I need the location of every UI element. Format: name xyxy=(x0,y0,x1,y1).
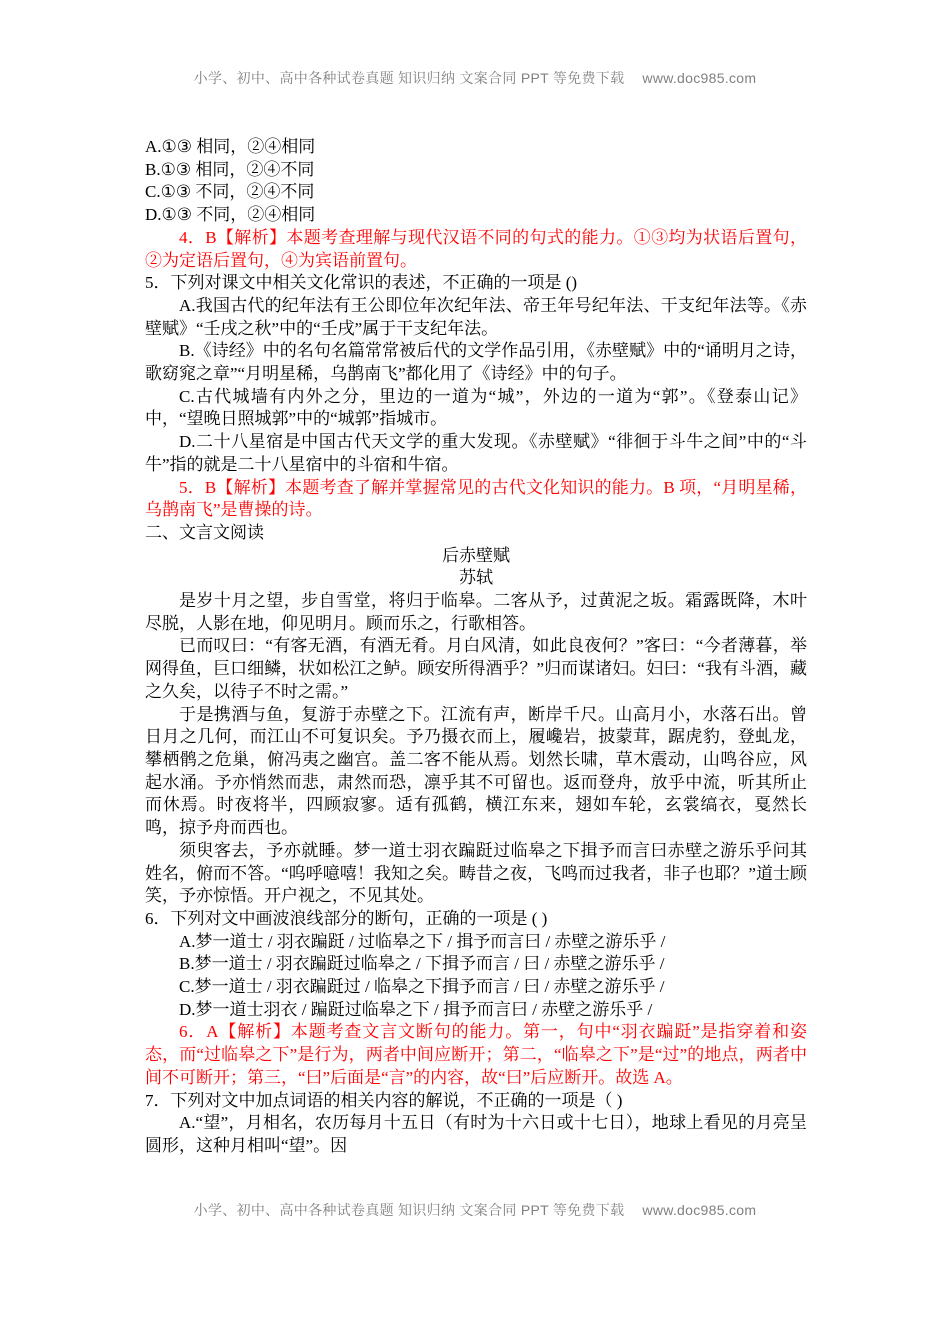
q5-option-d: D.二十八星宿是中国古代天文学的重大发现。《赤壁赋》“徘徊于斗牛之间”中的“斗牛”指的就是二十八星宿中的斗宿和牛宿。 xyxy=(145,432,807,474)
passage-author: 苏轼 xyxy=(459,568,493,588)
q5-option-a: A.我国古代的纪年法有王公即位年次纪年法、帝王年号纪年法、干支纪年法等。《赤壁赋》“壬戌之秋”中的“壬戌”属于干支纪年法。 xyxy=(145,295,807,338)
page-header-watermark xyxy=(0,68,950,88)
q4-option-d: D.①③ 不同，②④相同 xyxy=(145,205,316,225)
document-content xyxy=(145,136,807,1158)
q6-option-b: B.梦一道士 / 羽衣蹁跹过临皋之 / 下揖予而言 / 曰 / 赤壁之游乐乎 / xyxy=(179,954,665,974)
q6-answer: 6．A【解析】本题考查文言文断句的能力。第一，句中“羽衣蹁跹”是指穿着和姿态，而“过临皋之下”是行为，两者中间应断开；第二，“临皋之下”是“过”的地点，两者中间不可断开；第三，“曰”后面是“言”的内容，故“曰”后应断开。故选 A。 xyxy=(145,1022,807,1087)
page-footer-watermark xyxy=(0,1200,950,1220)
q7-option-a: A.“望”，月相名，农历每月十五日（有时为十六日或十七日），地球上看见的月亮呈圆形，这种月相叫“望”。因 xyxy=(145,1113,807,1155)
section-heading: 二、文言文阅读 xyxy=(145,522,264,542)
passage-para-1: 是岁十月之望，步自雪堂，将归于临皋。二客从予，过黄泥之坂。霜露既降，木叶尽脱，人影在地，仰见明月。顾而乐之，行歌相答。 xyxy=(145,591,807,633)
header-text: 小学、初中、高中各种试卷真题 知识归纳 文案合同 PPT 等免费下载 xyxy=(193,70,625,86)
q6-option-c: C.梦一道士 / 羽衣蹁跹过 / 临皋之下揖予而言 / 曰 / 赤壁之游乐乎 / xyxy=(179,977,665,997)
q5-option-b: B.《诗经》中的名句名篇常常被后代的文学作品引用，《赤壁赋》中的“诵明月之诗，歌窈窕之章”“月明星稀，乌鹊南飞”都化用了《诗经》中的句子。 xyxy=(145,341,807,384)
header-url[interactable]: www.doc985.com xyxy=(642,70,757,86)
q5-option-c: C.古代城墙有内外之分，里边的一道为“城”，外边的一道为“郭”。《登泰山记》中，“望晚日照城郭”中的“城郭”指城市。 xyxy=(145,386,807,429)
passage-para-4: 须臾客去，予亦就睡。梦一道士羽衣蹁跹过临皋之下揖予而言曰赤壁之游乐乎问其姓名，俯而不答。“呜呼噫嘻！我知之矣。畴昔之夜，飞鸣而过我者，非子也耶？”道士顾笑，予亦惊悟。开户视之，不见其处。 xyxy=(145,840,807,906)
q4-option-a: A.①③ 相同，②④相同 xyxy=(145,137,316,156)
q6-option-d: D.梦一道士羽衣 / 蹁跹过临皋之下 / 揖予而言曰 / 赤壁之游乐乎 / xyxy=(179,999,653,1019)
passage-para-2: 已而叹曰：“有客无酒，有酒无肴。月白风清，如此良夜何？”客曰：“今者薄暮，举网得鱼，巨口细鳞，状如松江之鲈。顾安所得酒乎？”归而谋诸妇。妇曰：“我有斗酒，藏之久矣，以待子不时之需。” xyxy=(145,636,807,701)
q4-option-b: B.①③ 相同，②④不同 xyxy=(145,159,315,179)
q7-stem: 7．下列对文中加点词语的相关内容的解说，不正确的一项是（ ) xyxy=(145,1090,623,1110)
q6-stem: 6．下列对文中画波浪线部分的断句，正确的一项是 ( ) xyxy=(145,908,548,928)
footer-url[interactable]: www.doc985.com xyxy=(642,1202,757,1218)
q6-option-a: A.梦一道士 / 羽衣蹁跹 / 过临皋之下 / 揖予而言曰 / 赤壁之游乐乎 / xyxy=(179,931,666,951)
passage-para-3: 于是携酒与鱼，复游于赤壁之下。江流有声，断岸千尺。山高月小，水落石出。曾日月之几何，而江山不可复识矣。予乃摄衣而上，履巉岩，披蒙茸，踞虎豹，登虬龙，攀栖鹘之危巢，俯冯夷之幽宫。盖二客不能从焉。划然长啸，草木震动，山鸣谷应，风起水涌。予亦悄然而悲，肃然而恐，凛乎其不可留也。返而登舟，放乎中流，听其所止而休焉。时夜将半，四顾寂寥。适有孤鹤，横江东来，翅如车轮，玄裳缟衣，戛然长鸣，掠予舟而西也。 xyxy=(145,704,807,838)
q5-stem: 5．下列对课文中相关文化常识的表述，不正确的一项是 () xyxy=(145,273,578,293)
passage-title: 后赤壁赋 xyxy=(442,545,510,565)
q5-answer: 5．B【解析】本题考查了解并掌握常见的古代文化知识的能力。B 项，“月明星稀，乌鹊南飞”是曹操的诗。 xyxy=(145,477,807,520)
q4-answer: 4．B【解析】本题考查理解与现代汉语不同的句式的能力。①③均为状语后置句，②为定语后置句，④为宾语前置句。 xyxy=(145,227,807,270)
footer-text: 小学、初中、高中各种试卷真题 知识归纳 文案合同 PPT 等免费下载 xyxy=(193,1202,625,1218)
q4-option-c: C.①③ 不同，②④不同 xyxy=(145,182,315,202)
